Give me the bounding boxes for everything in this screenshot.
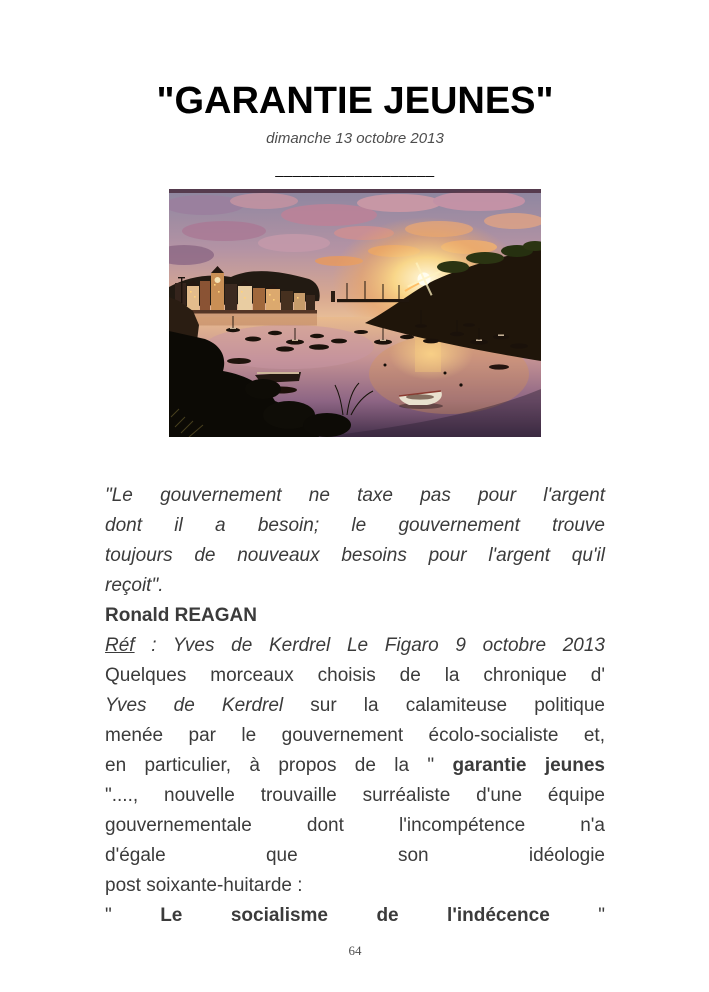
page-number: 64	[348, 943, 362, 958]
content-column	[105, 80, 605, 959]
harbor-sunset-photo	[169, 189, 541, 437]
reference-line	[105, 631, 605, 661]
closing-bold-text: Le socialisme de l'indécence	[160, 905, 550, 926]
body-line: en particulier, à propos de la " garantie jeunes	[105, 755, 606, 776]
separator-line: __________________	[275, 161, 435, 178]
body-line: Quelques morceaux choisis de la chronique d'	[105, 665, 605, 686]
closing-line: " Le socialisme de l'indécence "	[105, 905, 605, 926]
pier	[337, 299, 409, 302]
author-mention: Yves de Kerdrel	[105, 695, 284, 716]
body-line: "...., nouvelle trouvaille surréaliste d'une équipe	[105, 785, 605, 806]
quote-line: toujours de nouveaux besoins pour l'argent qu'il	[105, 545, 605, 566]
quote-author: Ronald REAGAN	[105, 605, 257, 626]
body-line: gouvernementale dont l'incompétence n'a	[105, 815, 605, 836]
quote-line: reçoit".	[105, 575, 164, 596]
quote-line: "Le gouvernement ne taxe pas pour l'argent	[105, 485, 605, 506]
garantie-jeunes-highlight: garantie jeunes	[452, 755, 606, 776]
reference-text: : Yves de Kerdrel Le Figaro 9 octobre 2013	[134, 635, 605, 656]
page-title: "GARANTIE JEUNES"	[156, 80, 554, 122]
body-line: menée par le gouvernement écolo-socialiste et,	[105, 725, 605, 746]
body-line: d'égale que son idéologie	[105, 845, 605, 866]
body-line: Yves de Kerdrel sur la calamiteuse politique	[105, 695, 605, 716]
reference-label: Réf	[105, 635, 135, 656]
article-text	[105, 481, 605, 931]
article-date: dimanche 13 octobre 2013	[266, 130, 444, 147]
quote-line: dont il a besoin; le gouvernement trouve	[105, 515, 605, 536]
body-line: post soixante-huitarde :	[105, 875, 303, 896]
